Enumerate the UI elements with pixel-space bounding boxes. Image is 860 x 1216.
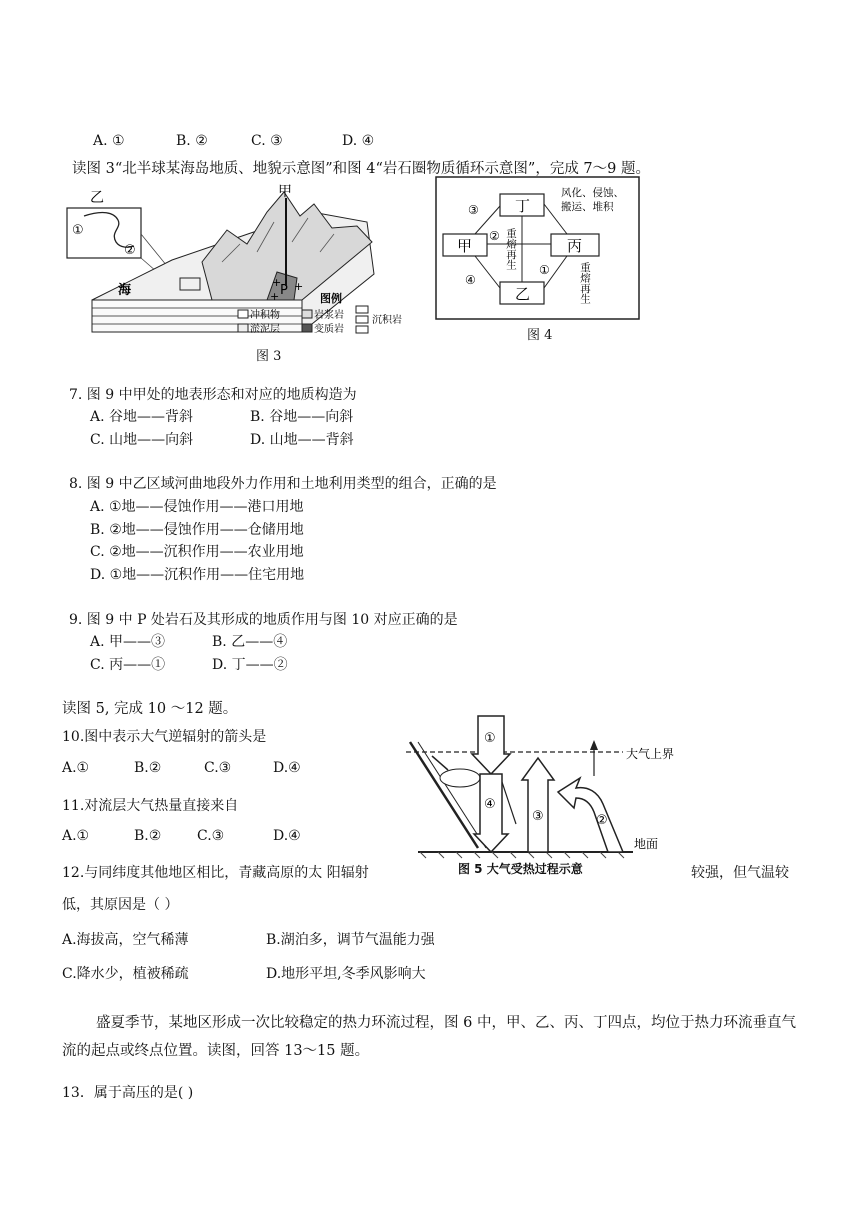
fig3-circle-2: ② [124, 243, 136, 258]
svg-text:+: + [294, 280, 304, 293]
q12-stem-a: 12.与同纬度其他地区相比，青藏高原的太 阳辐射 [62, 865, 369, 881]
fig3-label-p: P [280, 283, 288, 298]
prev-option-c: C. ③ [251, 133, 283, 149]
q12-option-a: A.海拔高，空气稀薄 [62, 932, 189, 948]
figure-4-rock-cycle [435, 176, 640, 321]
q12-stem-c: 低，其原因是（ ） [62, 897, 179, 913]
q10-option-b: B.② [134, 760, 162, 776]
fig5-n1: ① [484, 731, 496, 746]
fig5-caption: 图 5 大气受热过程示意 [458, 862, 583, 876]
q7-option-b: B. 谷地——向斜 [250, 409, 354, 425]
fig5-n2: ② [596, 813, 608, 828]
q8-option-c: C. ②地——沉积作用——农业用地 [90, 544, 304, 560]
legend-magmatic: 岩浆岩 [314, 310, 344, 321]
svg-text:+: + [270, 290, 280, 303]
q11-option-a: A.① [62, 828, 90, 844]
fig4-remelt-1: 重熔再生 [505, 228, 517, 270]
fig4-box-right: 丙 [567, 237, 583, 255]
legend-alluvium: 冲积物 [250, 310, 280, 321]
q11-option-d: D.④ [273, 828, 301, 844]
fig5-label-ground: 地面 [634, 837, 659, 851]
q9-stem: 9. 图 9 中 P 处岩石及其形成的地质作用与图 10 对应正确的是 [69, 612, 458, 628]
q9-option-d: D. 丁——② [212, 657, 288, 673]
fig3-caption: 图 3 [256, 349, 282, 364]
prev-option-b: B. ② [176, 133, 208, 149]
q9-option-a: A. 甲——③ [90, 634, 166, 650]
figure-5-atmosphere-heating [398, 712, 713, 882]
intro-10-12: 读图 5, 完成 10 ～12 题。 [62, 701, 238, 717]
fig3-legend-title: 图例 [320, 292, 342, 305]
q12-option-c: C.降水少，植被稀疏 [62, 966, 189, 982]
figure-3-island-geology [62, 182, 407, 362]
fig4-n3: ③ [468, 203, 479, 217]
fig4-n4: ④ [465, 273, 476, 287]
intro-7-9: 读图 3“北半球某海岛地质、地貌示意图”和图 4“岩石圈物质循环示意图”，完成 7～9 题。 [72, 161, 650, 177]
q7-option-a: A. 谷地——背斜 [90, 409, 194, 425]
legend-silt: 淤泥层 [250, 324, 280, 335]
q10-option-d: D.④ [273, 760, 301, 776]
q12-option-b: B.湖泊多，调节气温能力强 [266, 932, 435, 948]
q12-stem-b: 较强，但气温较 [691, 865, 789, 881]
fig3-circle-1: ① [72, 223, 84, 238]
fig5-label-top: 大气上界 [626, 747, 675, 761]
fig4-caption: 图 4 [527, 328, 553, 343]
q8-option-d: D. ①地——沉积作用——住宅用地 [90, 567, 305, 583]
fig4-process-weathering: 风化、侵蚀、 [561, 187, 624, 199]
fig5-n4: ④ [484, 797, 496, 812]
legend-sedimentary: 沉积岩 [372, 315, 402, 326]
q10-option-a: A.① [62, 760, 90, 776]
fig4-n2: ② [489, 229, 500, 243]
fig4-box-left: 甲 [457, 237, 473, 255]
q11-stem: 11.对流层大气热量直接来自 [62, 798, 239, 814]
fig4-n1: ① [539, 263, 550, 277]
q9-option-b: B. 乙——④ [212, 634, 288, 650]
legend-metamorphic: 变质岩 [314, 324, 344, 335]
fig4-box-bottom: 乙 [515, 285, 531, 303]
q11-option-b: B.② [134, 828, 162, 844]
fig4-remelt-2: 重熔再生 [579, 262, 591, 304]
q7-stem: 7. 图 9 中甲处的地表形态和对应的地质构造为 [69, 387, 357, 403]
q8-option-b: B. ②地——侵蚀作用——仓储用地 [90, 522, 304, 538]
fig4-process-deposition: 搬运、堆积 [561, 201, 614, 213]
svg-text:+: + [272, 276, 282, 289]
q8-stem: 8. 图 9 中乙区域河曲地段外力作用和土地利用类型的组合，正确的是 [69, 476, 497, 492]
prev-option-d: D. ④ [342, 133, 375, 149]
q13-stem: 13．属于高压的是( ) [62, 1085, 194, 1101]
fig3-label-yi: 乙 [90, 190, 104, 206]
q7-option-c: C. 山地——向斜 [90, 432, 194, 448]
q7-option-d: D. 山地——背斜 [250, 432, 354, 448]
q10-option-c: C.③ [204, 760, 232, 776]
q8-option-a: A. ①地——侵蚀作用——港口用地 [90, 499, 304, 515]
q11-option-c: C.③ [197, 828, 225, 844]
q9-option-c: C. 丙——① [90, 657, 166, 673]
fig3-label-jia: 甲 [278, 184, 292, 200]
q10-stem: 10.图中表示大气逆辐射的箭头是 [62, 729, 267, 745]
q12-option-d: D.地形平坦,冬季风影响大 [266, 966, 426, 982]
fig5-n3: ③ [532, 809, 544, 824]
fig3-label-sea: 海 [118, 283, 132, 298]
fig4-box-top: 丁 [515, 197, 531, 215]
intro-13-15: 盛夏季节，某地区形成一次比较稳定的热力环流过程，图 6 中，甲、乙、丙、丁四点，均位于热力环流垂直气流的起点或终点位置。读图，回答 13～15 题。 [62, 1015, 796, 1059]
prev-option-a: A. ① [93, 133, 125, 149]
